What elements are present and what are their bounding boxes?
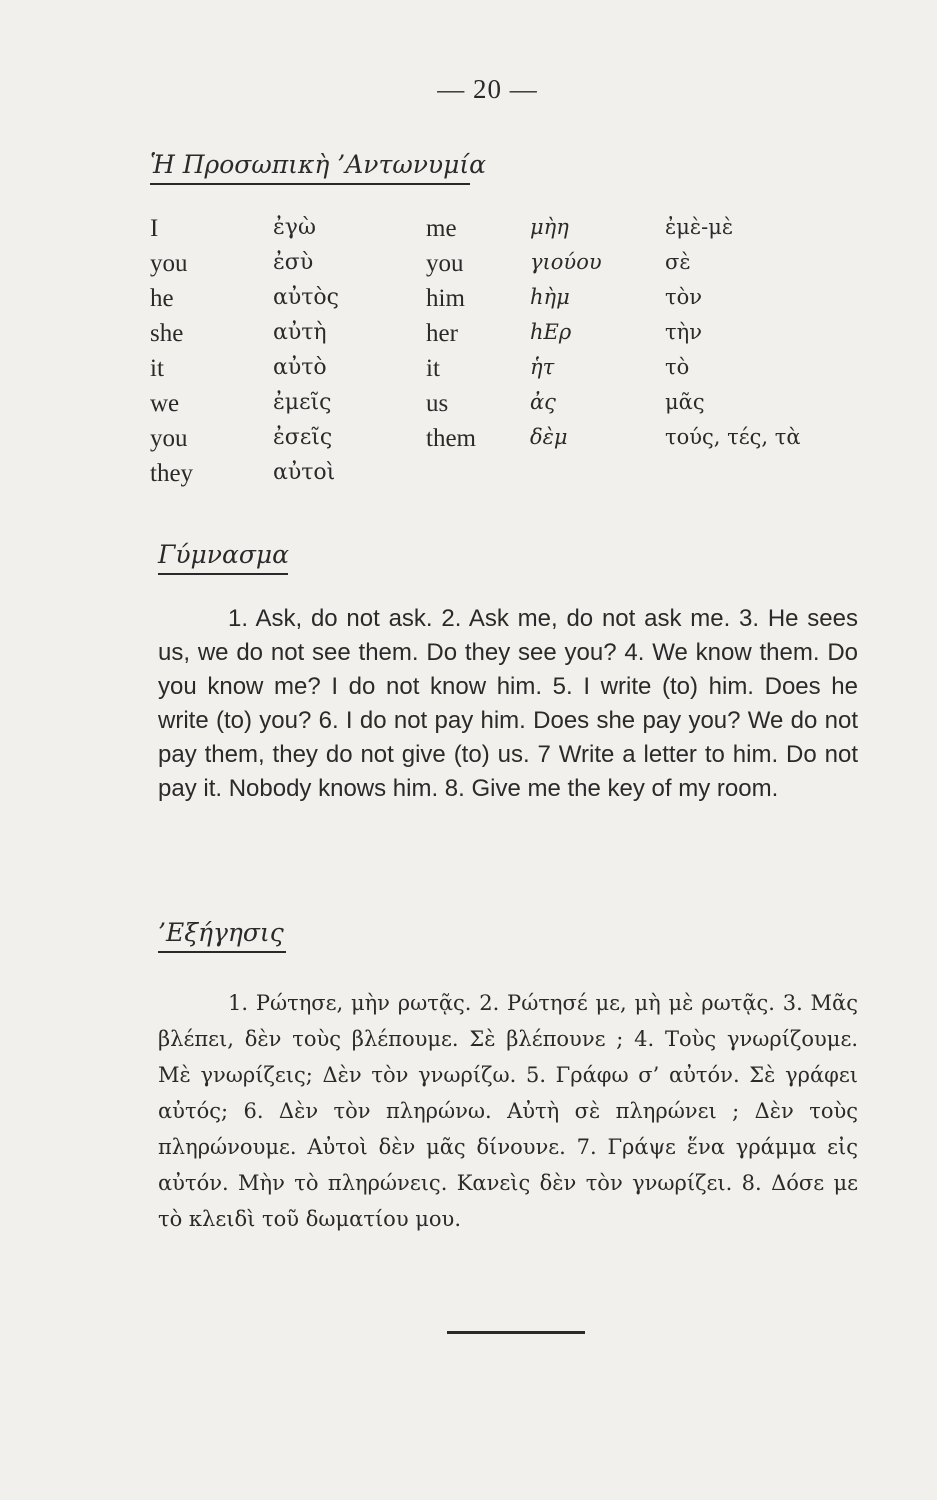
pronoun-cell-english-subject: I [150, 215, 159, 242]
pronoun-row [150, 425, 870, 460]
pronoun-cell-english-subject: you [150, 425, 188, 452]
pronoun-row [150, 320, 870, 355]
pronoun-cell-pronunciation: ἡτ [530, 355, 555, 379]
pronoun-cell-pronunciation: μὴη [530, 215, 569, 239]
answers-heading [158, 918, 286, 953]
pronoun-row [150, 390, 870, 425]
pronoun-cell-english-object: it [426, 355, 440, 382]
exercise-text: 1. Ask, do not ask. 2. Ask me, do not ask me. 3. He sees us, we do not see them. Do they see you? 4. We know them. Do you know me? I do not know him. 5. I write (to) him. Does he write (to) you? 6. I do not pay him. Does she pay you? We do not pay them, they do not give (to) us. 7 Write a letter to him. Do not pay it. Nobody knows him. 8. Give me the key of my room. [158, 605, 858, 802]
pronoun-cell-greek-subject: ἐσεῖς [273, 425, 333, 450]
pronoun-cell-english-object: me [426, 215, 457, 242]
pronoun-cell-english-subject: he [150, 285, 174, 312]
pronoun-cell-english-subject: it [150, 355, 164, 382]
pronoun-table [150, 215, 870, 495]
pronoun-cell-greek-object: τὸ [665, 355, 690, 379]
pronoun-cell-greek-subject: αὐτὸς [273, 285, 339, 310]
pronoun-cell-greek-subject: ἐγὼ [273, 215, 316, 240]
pronoun-cell-greek-object: σὲ [665, 250, 691, 274]
pronoun-cell-greek-object: τὸν [665, 285, 703, 309]
answers-text: 1. Ρώτησε, μὴν ρωτᾷς. 2. Ρώτησέ με, μὴ μὲ ρωτᾷς. 3. Μᾶς βλέπει, δὲν τοὺς βλέπουμε. Σὲ βλέπουνε ; 4. Τοὺς γνωρίζουμε. Μὲ γνωρίζεις; Δὲν τὸν γνωρίζω. 5. Γράφω σ’ αὐτόν. Σὲ γράφει αὐτός; 6. Δὲν τὸν πληρώνω. Αὐτὴ σὲ πληρώνει ; Δὲν τοὺς πληρώνουμε. Αὐτοὶ δὲν μᾶς δίνουνε. 7. Γράψε ἕνα γράμμα εἰς αὐτόν. Μὴν τὸ πληρώνεις. Κανεὶς δὲν τὸν γνωρίζει. 8. Δόσε με τὸ κλειδὶ τοῦ δωματίου μου. [158, 991, 858, 1231]
pronoun-row [150, 460, 870, 495]
answers-heading-text: ’Εξήγησις [158, 918, 284, 947]
section-title-text: Ἡ Προσωπικὴ ’Αντωνυμία [150, 150, 487, 179]
pronoun-cell-greek-subject: ἐσὺ [273, 250, 314, 275]
pronoun-cell-english-subject: you [150, 250, 188, 277]
answers-underline [158, 951, 286, 953]
pronoun-cell-english-subject: we [150, 390, 180, 417]
section-title [150, 150, 486, 185]
exercise-underline [158, 573, 288, 575]
answers-paragraph [158, 985, 858, 1237]
pronoun-cell-greek-object: ἐμὲ-μὲ [665, 215, 734, 239]
pronoun-row [150, 215, 870, 250]
pronoun-cell-english-subject: she [150, 320, 184, 347]
pronoun-row [150, 285, 870, 320]
page-number: — 20 — [437, 74, 538, 104]
exercise-heading-text: Γύμνασμα [158, 540, 290, 569]
pronoun-cell-english-object: us [426, 390, 449, 417]
exercise-heading [158, 540, 289, 575]
pronoun-cell-pronunciation: hὴμ [530, 285, 570, 309]
pronoun-cell-greek-subject: αὐτὴ [273, 320, 327, 345]
pronoun-cell-english-object: her [426, 320, 458, 347]
pronoun-cell-greek-object: τούς, τές, τὰ [665, 425, 801, 449]
pronoun-cell-english-subject: they [150, 460, 194, 487]
pronoun-cell-english-object: you [426, 250, 464, 277]
pronoun-row [150, 355, 870, 390]
pronoun-cell-english-object: them [426, 425, 476, 452]
pronoun-cell-greek-object: μᾶς [665, 390, 705, 414]
pronoun-cell-english-object: him [426, 285, 465, 312]
pronoun-cell-pronunciation: ἀς [530, 390, 556, 414]
pronoun-cell-pronunciation: hΕρ [530, 320, 572, 344]
end-rule [447, 1331, 585, 1334]
pronoun-cell-pronunciation: γιούου [530, 250, 602, 274]
pronoun-row [150, 250, 870, 285]
pronoun-cell-greek-subject: ἐμεῖς [273, 390, 332, 415]
pronoun-cell-pronunciation: δὲμ [530, 425, 568, 449]
pronoun-cell-greek-subject: αὐτὸ [273, 355, 327, 380]
pronoun-cell-greek-object: τὴν [665, 320, 702, 344]
title-underline [150, 183, 470, 185]
exercise-paragraph [158, 602, 858, 806]
pronoun-cell-greek-subject: αὐτοὶ [273, 460, 336, 485]
